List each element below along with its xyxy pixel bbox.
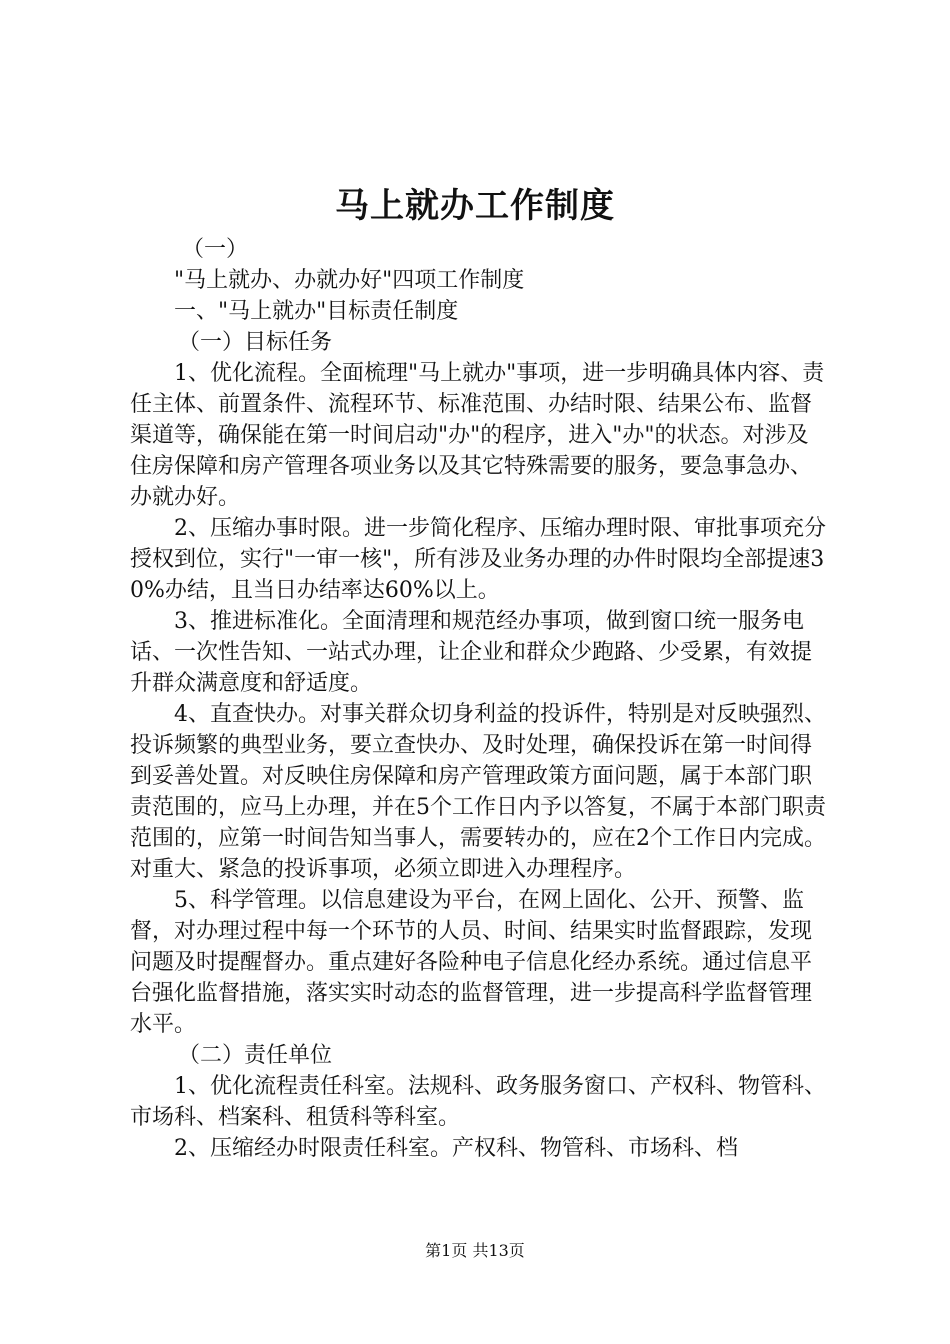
paragraph: "马上就办、办就办好"四项工作制度 (174, 268, 525, 293)
paragraph: 1、优化流程责任科室。法规科、政务服务窗口、产权科、物管科、市场科、档案科、租赁科等科室。 (130, 1074, 826, 1130)
paragraph: 3、推进标准化。全面清理和规范经办事项，做到窗口统一服务电话、一次性告知、一站式办理，让企业和群众少跑路、少受累，有效提升群众满意度和舒适度。 (130, 609, 813, 696)
paragraph: 2、压缩办事时限。进一步简化程序、压缩办理时限、审批事项充分授权到位，实行"一审一核"，所有涉及业务办理的办件时限均全部提速30%办结，且当日办结率达60%以上。 (130, 516, 826, 603)
paragraph: 1、优化流程。全面梳理"马上就办"事项，进一步明确具体内容、责任主体、前置条件、流程环节、标准范围、办结时限、结果公布、监督渠道等，确保能在第一时间启动"办"的程序，进入"办"的状态。对涉及住房保障和房产管理各项业务以及其它特殊需要的服务，要急事急办、办就办好。 (130, 361, 825, 510)
paragraph: 2、压缩经办时限责任科室。产权科、物管科、市场科、档 (174, 1136, 738, 1161)
document-title: 马上就办工作制度 (335, 186, 615, 226)
paragraph: 4、直查快办。对事关群众切身利益的投诉件，特别是对反映强烈、投诉频繁的典型业务，要立查快办、及时处理，确保投诉在第一时间得到妥善处置。对反映住房保障和房产管理政策方面问题，属于本部门职责范围的，应马上办理，并在5个工作日内予以答复，不属于本部门职责范围的，应第一时间告知当事人，需要转办的，应在2个工作日内完成。对重大、紧急的投诉事项，必须立即进入办理程序。 (130, 702, 826, 882)
paragraph: （一） (182, 237, 249, 262)
subsection-heading: （一）目标任务 (178, 330, 333, 355)
section-heading: 一、"马上就办"目标责任制度 (174, 299, 459, 324)
paragraph: 5、科学管理。以信息建设为平台，在网上固化、公开、预警、监督，对办理过程中每一个环节的人员、时间、结果实时监督跟踪，发现问题及时提醒督办。重点建好各险种电子信息化经办系统。通过信息平台强化监督措施，落实实时动态的监督管理，进一步提高科学监督管理水平。 (130, 888, 813, 1037)
subsection-heading: （二）责任单位 (178, 1043, 333, 1068)
page-footer: 第1页 共13页 (425, 1241, 525, 1260)
document-body (130, 234, 830, 1164)
